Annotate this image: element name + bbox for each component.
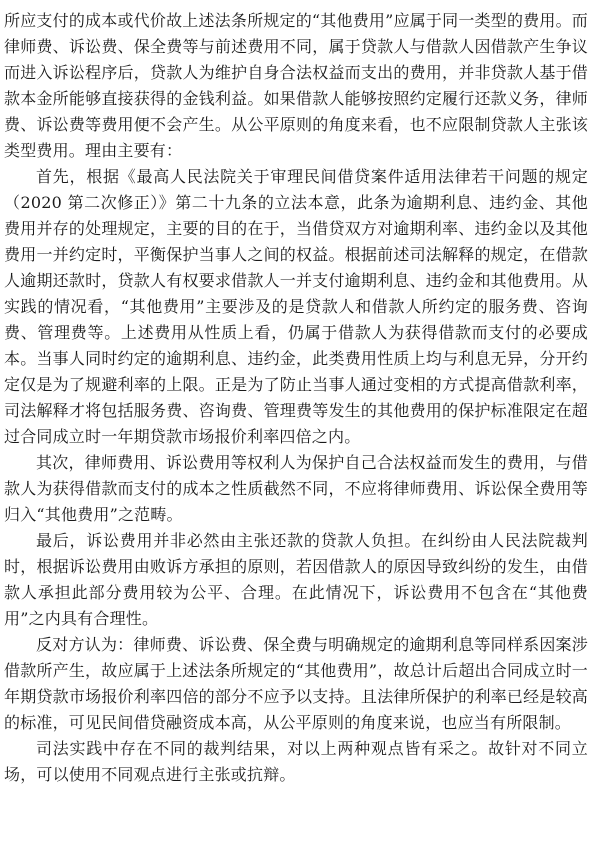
paragraph-continuation: 所应支付的成本或代价故上述法条所规定的“其他费用”应属于同一类型的费用。而律师费、诉讼费、保全费等与前述费用不同，属于贷款人与借款人因借款产生争议而进入诉讼程序后，贷款人为维护自身合法权益而支出的费用，并非贷款人基于借款本金所能够直接获得的金钱利益。如果借款人能够按照约定履行还款义务，律师费、诉讼费等费用便不会产生。从公平原则的角度来看，也不应限制贷款人主张该类型费用。理由主要有： [4, 11, 588, 160]
paragraph-conclusion: 司法实践中存在不同的裁判结果，对以上两种观点皆有采之。故针对不同立场，可以使用不同观点进行主张或抗辩。 [4, 739, 588, 784]
paragraph-third-reason: 最后，诉讼费用并非必然由主张还款的贷款人负担。在纠纷由人民法院裁判时，根据诉讼费用由败诉方承担的原则，若因借款人的原因导致纠纷的发生，由借款人承担此部分费用较为公平、合理。在此情况下，诉讼费用不包含在“其他费用”之内具有合理性。 [4, 531, 588, 628]
paragraph-second-reason: 其次，律师费用、诉讼费用等权利人为保护自己合法权益而发生的费用，与借款人为获得借款而支付的成本之性质截然不同，不应将律师费用、诉讼保全费用等归入“其他费用”之范畴。 [4, 453, 588, 524]
paragraph-first-reason: 首先，根据《最高人民法院关于审理民间借贷案件适用法律若干问题的规定（2020 第二次修正）》第二十九条的立法本意，此条为逾期利息、违约金、其他费用并存的处理规定，主要的目的在于，当借贷双方对逾期利率、违约金以及其他费用一并约定时，平衡保护当事人之间的权益。根据前述司法解释的规定，在借款人逾期还款时，贷款人有权要求借款人一并支付逾期利息、违约金和其他费用。从实践的情况看，“其他费用”主要涉及的是贷款人和借款人所约定的服务费、咨询费、管理费等。上述费用从性质上看，仍属于借款人为获得借款而支付的必要成本。当事人同时约定的逾期利息、违约金，此类费用性质上均与利息无异，分开约定仅是为了规避利率的上限。正是为了防止当事人通过变相的方式提高借款利率，司法解释才将包括服务费、咨询费、管理费等发生的其他费用的保护标准限定在超过合同成立时一年期贷款市场报价利率四倍之内。 [4, 167, 588, 446]
document-body [4, 8, 588, 788]
paragraph-opposing-view: 反对方认为：律师费、诉讼费、保全费与明确规定的逾期利息等同样系因案涉借款所产生，故应属于上述法条所规定的“其他费用”，故总计后超出合同成立时一年期贷款市场报价利率四倍的部分不应予以支持。且法律所保护的利率已经是较高的标准，可见民间借贷融资成本高，从公平原则的角度来说，也应当有所限制。 [4, 635, 588, 732]
